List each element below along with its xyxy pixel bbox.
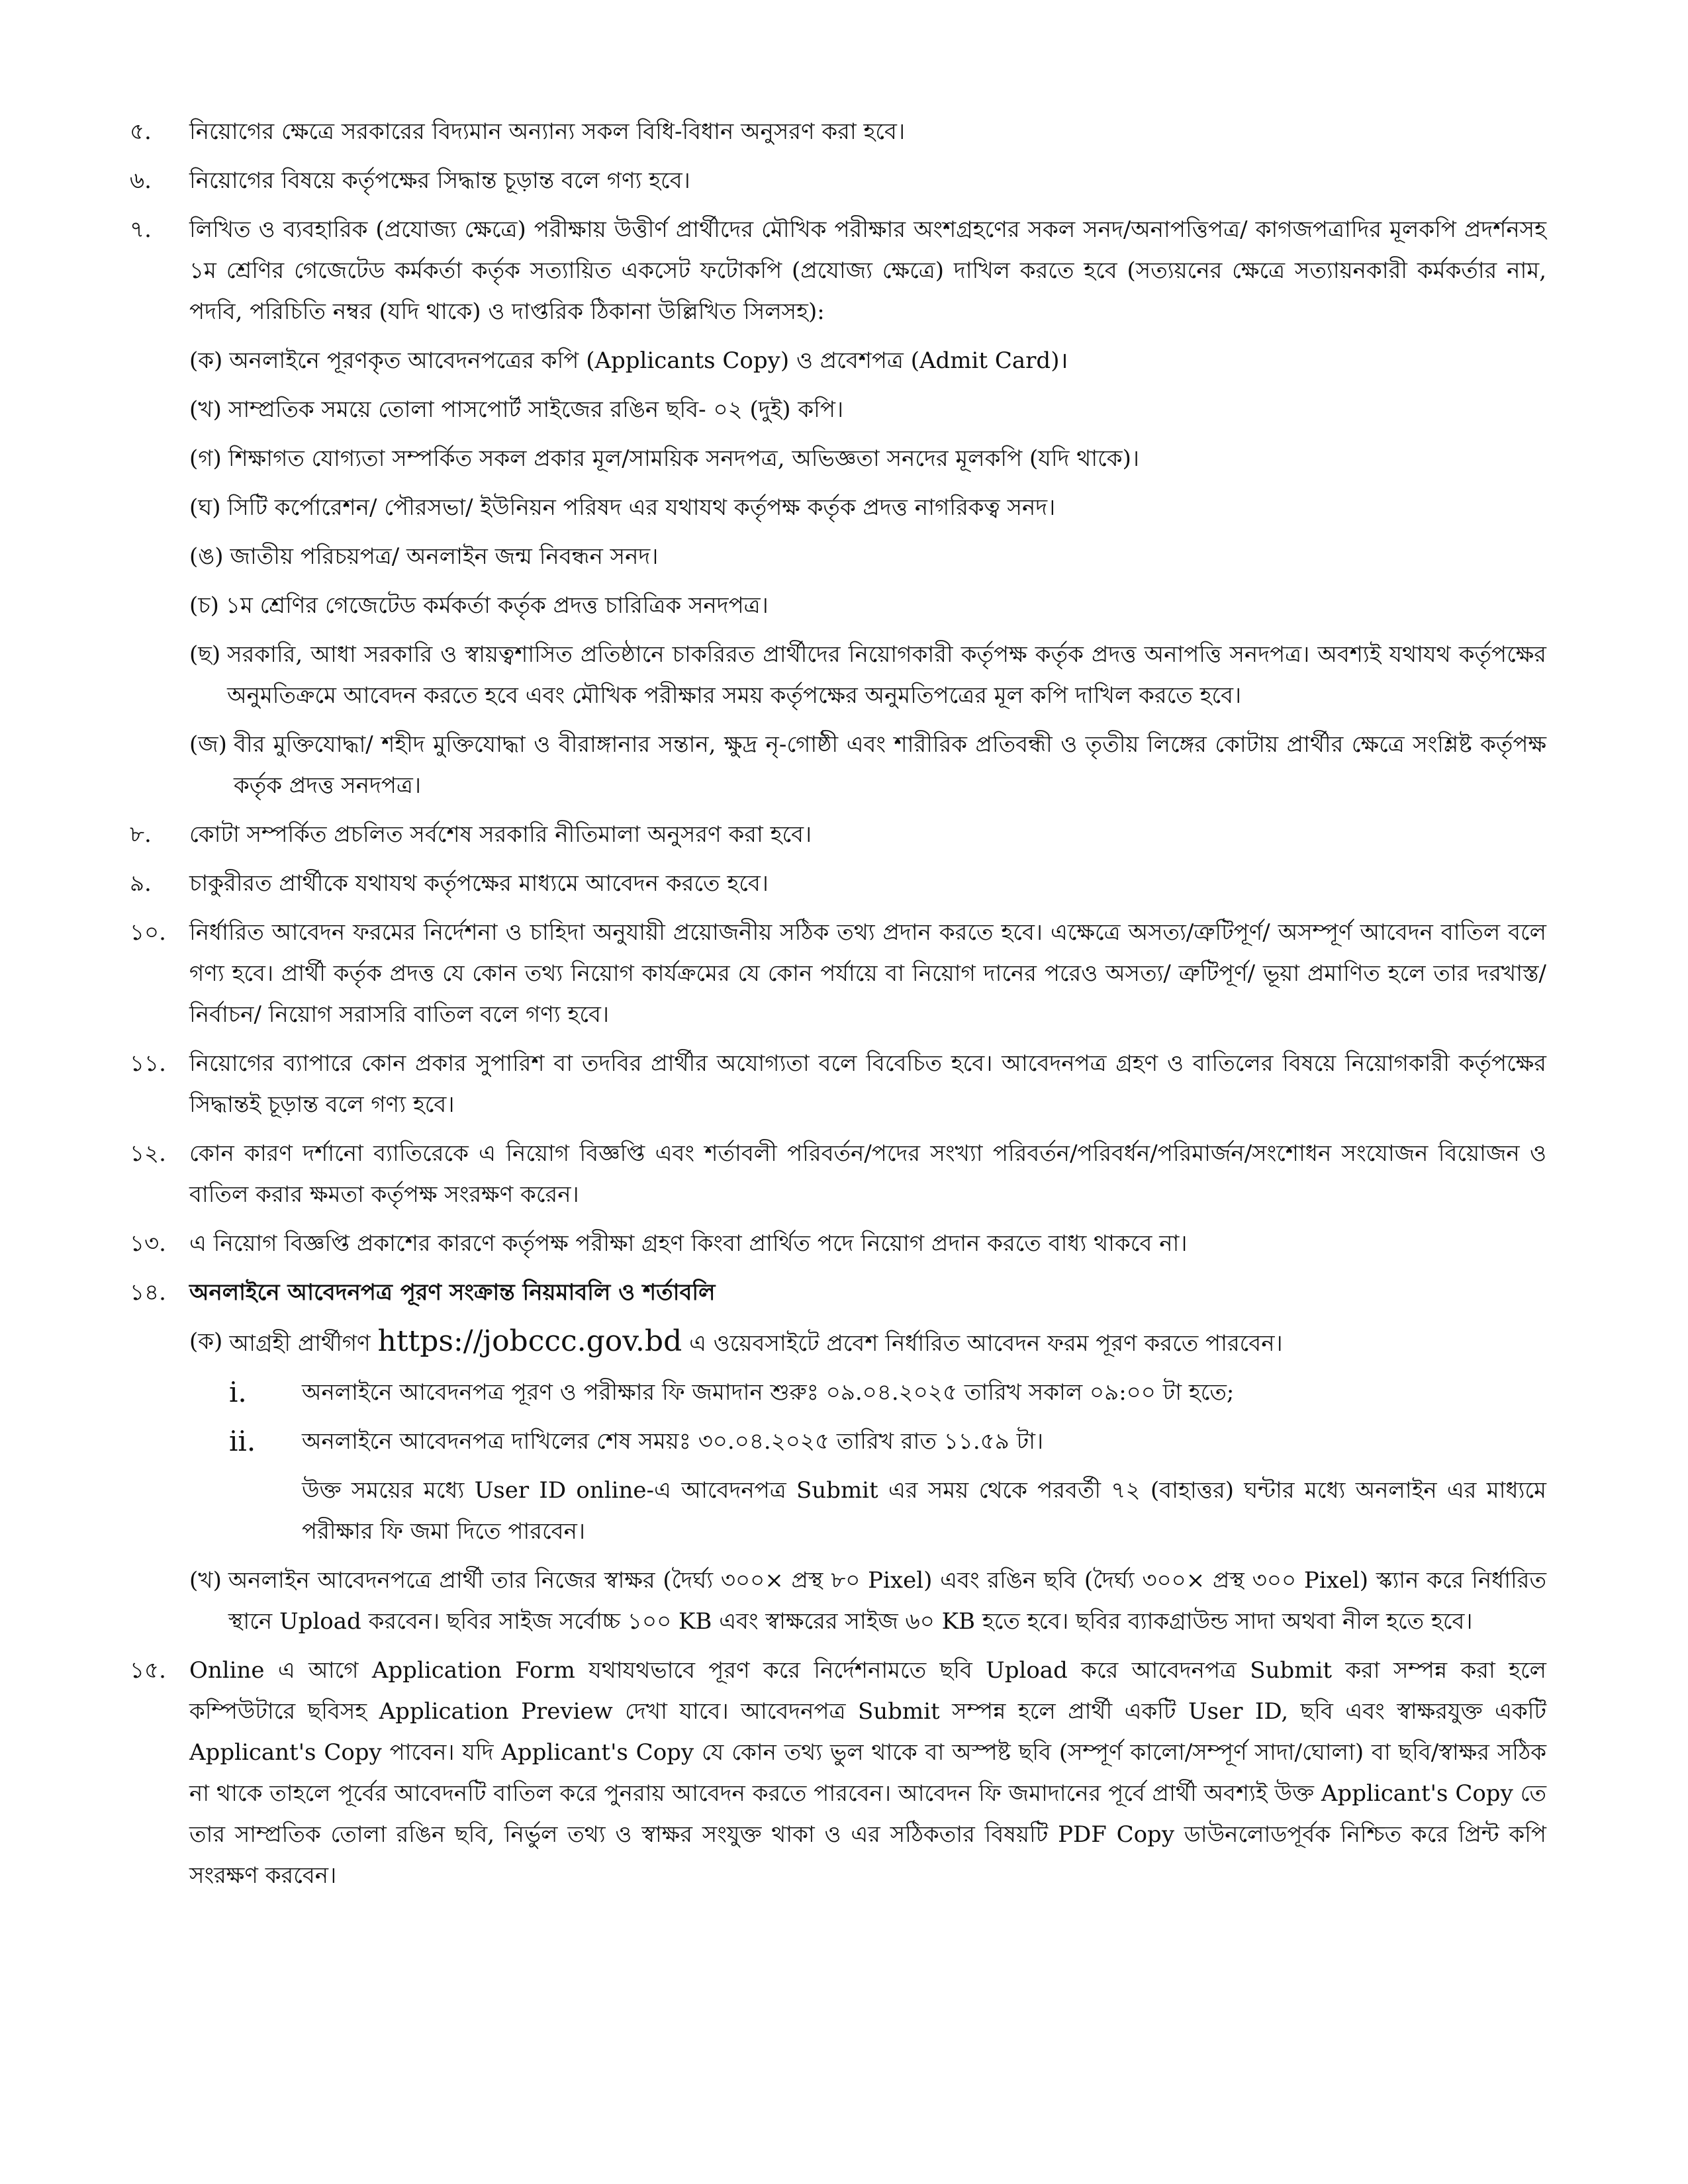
sub-item-tag: (খ) <box>189 396 222 423</box>
item14-sublist <box>189 1321 1546 1364</box>
list-item <box>130 1650 1546 1896</box>
item-number: ১০. <box>130 919 166 946</box>
list-item <box>130 863 1546 904</box>
sub-item-text: ১ম শ্রেণির গেজেটেড কর্মকর্তা কর্তৃক প্রদত্ত চারিত্রিক সনদপত্র। <box>225 592 769 619</box>
sub-item-tag: (জ) <box>189 731 227 758</box>
list-item <box>130 912 1546 1035</box>
sub-item <box>189 634 1546 716</box>
sub-item-tag: (খ) <box>189 1567 222 1594</box>
sub-item-text: সিটি কর্পোরেশন/ পৌরসভা/ ইউনিয়ন পরিষদ এর যথাযথ কর্তৃপক্ষ কর্তৃক প্রদত্ত নাগরিকত্ব সনদ। <box>227 494 1056 521</box>
list-item <box>130 160 1546 201</box>
item-text: লিখিত ও ব্যবহারিক (প্রযোজ্য ক্ষেত্রে) পরীক্ষায় উত্তীর্ণ প্রার্থীদের মৌখিক পরীক্ষার অংশগ্রহণের সকল সনদ/অনাপত্তিপত্র/ কাগজপত্রাদির মূলকপি প্রদর্শনসহ ১ম শ্রেণির গেজেটেড কর্মকর্তা কর্তৃক সত্যায়িত একসেট ফটোকপি (প্রযোজ্য ক্ষেত্রে) দাখিল করতে হবে (সত্যয়নের ক্ষেত্রে সত্যায়নকারী কর্মকর্তার নাম, পদবি, পরিচিতি নম্বর (যদি থাকে) ও দাপ্তরিক ঠিকানা উল্লিখিত সিলসহ): <box>189 216 1546 325</box>
item-number: ৮. <box>130 821 152 848</box>
list-item <box>130 1223 1546 1264</box>
roman-item <box>229 1421 1546 1462</box>
sub-item-text: অনলাইন আবেদনপত্রে প্রার্থী তার নিজের স্বাক্ষর (দৈর্ঘ্য ৩০০× প্রস্থ ৮০ Pixel) এবং রঙিন ছবি (দৈর্ঘ্য ৩০০× প্রস্থ ৩০০ Pixel) স্ক্যান করে নির্ধারিত স্থানে Upload করবেন। ছবির সাইজ সর্বোচ্চ ১০০ KB এবং স্বাক্ষরের সাইজ ৬০ KB হতে হবে। ছবির ব্যাকগ্রাউন্ড সাদা অথবা নীল হতে হবে। <box>228 1567 1546 1635</box>
sub-item <box>189 438 1546 479</box>
document-content <box>130 111 1546 1904</box>
item-text: নিয়োগের ক্ষেত্রে সরকারের বিদ্যমান অন্যান্য সকল বিধি-বিধান অনুসরণ করা হবে। <box>189 118 906 145</box>
list-item <box>130 1043 1546 1125</box>
sub-item-text: অনলাইনে পূরণকৃত আবেদনপত্রের কপি (Applicants Copy) ও প্রবেশপত্র (Admit Card)। <box>229 347 1068 374</box>
website-link[interactable]: https://jobccc.gov.bd <box>377 1324 682 1358</box>
sub-item-tag: (ক) <box>189 347 223 374</box>
sub-item-text: সাম্প্রতিক সময়ে তোলা পাসপোর্ট সাইজের রঙিন ছবি- ০২ (দুই) কপি। <box>228 396 844 423</box>
sub-item-tag: (ঘ) <box>189 494 221 521</box>
sub-item <box>189 724 1546 806</box>
sub-item-tag: (গ) <box>189 445 222 472</box>
sub-item <box>189 389 1546 430</box>
payment-note: উক্ত সময়ের মধ্যে User ID online-এ আবেদনপত্র Submit এর সময় থেকে পরবর্তী ৭২ (বাহাত্তর) ঘন্টার মধ্যে অনলাইন এর মাধ্যমে পরীক্ষার ফি জমা দিতে পারবেন। <box>302 1477 1546 1545</box>
sub-item <box>189 1560 1546 1642</box>
list-item <box>130 1133 1546 1215</box>
item-number: ১৫. <box>130 1657 166 1684</box>
item-number: ৯. <box>130 870 152 897</box>
item-text: কোটা সম্পর্কিত প্রচলিত সর্বশেষ সরকারি নীতিমালা অনুসরণ করা হবে। <box>189 821 812 848</box>
item-text: Online এ আগে Application Form যথাযথভাবে পূরণ করে নির্দেশনামতে ছবি Upload করে আবেদনপত্র Submit করা সম্পন্ন করা হলে কম্পিউটারে ছবিসহ Application Preview দেখা যাবে। আবেদনপত্র Submit সম্পন্ন হলে প্রার্থী একটি User ID, ছবি এবং স্বাক্ষরযুক্ত একটি Applicant's Copy পাবেন। যদি Applicant's Copy যে কোন তথ্য ভুল থাকে বা অস্পষ্ট ছবি (সম্পূর্ণ কালো/সম্পূর্ণ সাদা/ঘোলা) বা ছবি/স্বাক্ষর সঠিক না থাকে তাহলে পূর্বের আবেদনটি বাতিল করে পুনরায় আবেদন করতে পারবেন। আবেদন ফি জমাদানের পূর্বে প্রার্থী অবশ্যই উক্ত Applicant's Copy তে তার সাম্প্রতিক তোলা রঙিন ছবি, নির্ভুল তথ্য ও স্বাক্ষর সংযুক্ত থাকা ও এর সঠিকতার বিষয়টি PDF Copy ডাউনলোডপূর্বক নিশ্চিত করে প্রিন্ট কপি সংরক্ষণ করবেন। <box>189 1657 1546 1889</box>
roman-numeral: i. <box>229 1376 247 1408</box>
roman-item <box>229 1372 1546 1413</box>
item-number: ৫. <box>130 118 152 145</box>
item-text: নিয়োগের ব্যাপারে কোন প্রকার সুপারিশ বা তদবির প্রার্থীর অযোগ্যতা বলে বিবেচিত হবে। আবেদনপত্র গ্রহণ ও বাতিলের বিষয়ে নিয়োগকারী কর্তৃপক্ষের সিদ্ধান্তই চূড়ান্ত বলে গণ্য হবে। <box>189 1050 1546 1118</box>
sub-item <box>189 487 1546 528</box>
sub-item-text: এ ওয়েবসাইটে প্রবেশ নির্ধারিত আবেদন ফরম পূরণ করতে পারবেন। <box>689 1330 1283 1357</box>
sub-item <box>189 340 1546 381</box>
item-text: চাকুরীরত প্রার্থীকে যথাযথ কর্তৃপক্ষের মাধ্যমে আবেদন করতে হবে। <box>189 870 769 897</box>
sub-item <box>189 536 1546 577</box>
sub-item-tag: (চ) <box>189 592 219 619</box>
sub-item-text: শিক্ষাগত যোগ্যতা সম্পর্কিত সকল প্রকার মূল/সাময়িক সনদপত্র, অভিজ্ঞতা সনদের মূলকপি (যদি থাকে)। <box>228 445 1139 472</box>
sub-item <box>189 1321 1546 1364</box>
sub-item-tag: (ঙ) <box>189 543 224 570</box>
roman-numeral: ii. <box>229 1425 256 1457</box>
item-text: কোন কারণ দর্শানো ব্যাতিরেকে এ নিয়োগ বিজ্ঞপ্তি এবং শর্তাবলী পরিবর্তন/পদের সংখ্যা পরিবর্তন/পরিবর্ধন/পরিমার্জন/সংশোধন সংযোজন বিয়োজন ও বাতিল করার ক্ষমতা কর্তৃপক্ষ সংরক্ষণ করেন। <box>189 1140 1546 1208</box>
sub-item-text: সরকারি, আধা সরকারি ও স্বায়ত্বশাসিত প্রতিষ্ঠানে চাকরিরত প্রার্থীদের নিয়োগকারী কর্তৃপক্ষ কর্তৃক প্রদত্ত অনাপত্তি সনদপত্র। অবশ্যই যথাযথ কর্তৃপক্ষের অনুমতিক্রমে আবেদন করতে হবে এবং মৌখিক পরীক্ষার সময় কর্তৃপক্ষের অনুমতিপত্রের মূল কপি দাখিল করতে হবে। <box>227 641 1546 709</box>
list-item-online-rules <box>130 1272 1546 1313</box>
item-number: ১১. <box>130 1050 166 1077</box>
sub-item-tag: (ছ) <box>189 641 221 668</box>
item-text: এ নিয়োগ বিজ্ঞপ্তি প্রকাশের কারণে কর্তৃপক্ষ পরীক্ষা গ্রহণ কিংবা প্রার্থিত পদে নিয়োগ প্রদান করতে বাধ্য থাকবে না। <box>189 1230 1188 1257</box>
item-number: ১৩. <box>130 1230 166 1257</box>
item-text: নিয়োগের বিষয়ে কর্তৃপক্ষের সিদ্ধান্ত চূড়ান্ত বলে গণ্য হবে। <box>189 167 690 194</box>
item-text: নির্ধারিত আবেদন ফরমের নির্দেশনা ও চাহিদা অনুযায়ী প্রয়োজনীয় সঠিক তথ্য প্রদান করতে হবে। এক্ষেত্রে অসত্য/ত্রুটিপূর্ণ/ অসম্পূর্ণ আবেদন বাতিল বলে গণ্য হবে। প্রার্থী কর্তৃক প্রদত্ত যে কোন তথ্য নিয়োগ কার্যক্রমের যে কোন পর্যায়ে বা নিয়োগ দানের পরেও অসত্য/ ত্রুটিপূর্ণ/ ভূয়া প্রমাণিত হলে তার দরখাস্ত/ নির্বাচন/ নিয়োগ সরাসরি বাতিল বলে গণ্য হবে। <box>189 919 1546 1028</box>
item7-sublist <box>189 340 1546 806</box>
item-number: ৭. <box>130 216 152 243</box>
sub-item-text: জাতীয় পরিচয়পত্র/ অনলাইন জন্ম নিবন্ধন সনদ। <box>230 543 659 570</box>
list-item <box>130 209 1546 332</box>
sub-item-tag: (ক) <box>189 1328 223 1355</box>
section-heading: অনলাইনে আবেদনপত্র পূরণ সংক্রান্ত নিয়মাবলি ও শর্তাবলি <box>189 1279 716 1306</box>
sub-item-text: বীর মুক্তিযোদ্ধা/ শহীদ মুক্তিযোদ্ধা ও বীরাঙ্গানার সন্তান, ক্ষুদ্র নৃ-গোষ্ঠী এবং শারীরিক প্রতিবন্ধী ও তৃতীয় লিঙ্গের কোটায় প্রার্থীর ক্ষেত্রে সংশ্লিষ্ট কর্তৃপক্ষ কর্তৃক প্রদত্ত সনদপত্র। <box>233 731 1546 799</box>
item-number: ১২. <box>130 1140 166 1167</box>
roman-item-text: অনলাইনে আবেদনপত্র পূরণ ও পরীক্ষার ফি জমাদান শুরুঃ ০৯.০৪.২০২৫ তারিখ সকাল ০৯:০০ টা হতে; <box>302 1379 1235 1406</box>
list-item <box>130 111 1546 152</box>
list-item <box>130 814 1546 855</box>
sub-item <box>189 585 1546 626</box>
item-number: ১৪. <box>130 1279 166 1306</box>
sub-item-text: আগ্রহী প্রার্থীগণ <box>229 1330 371 1357</box>
roman-item-text: অনলাইনে আবেদনপত্র দাখিলের শেষ সময়ঃ ৩০.০৪.২০২৫ তারিখ রাত ১১.৫৯ টা। <box>302 1428 1044 1455</box>
item-number: ৬. <box>130 167 152 194</box>
